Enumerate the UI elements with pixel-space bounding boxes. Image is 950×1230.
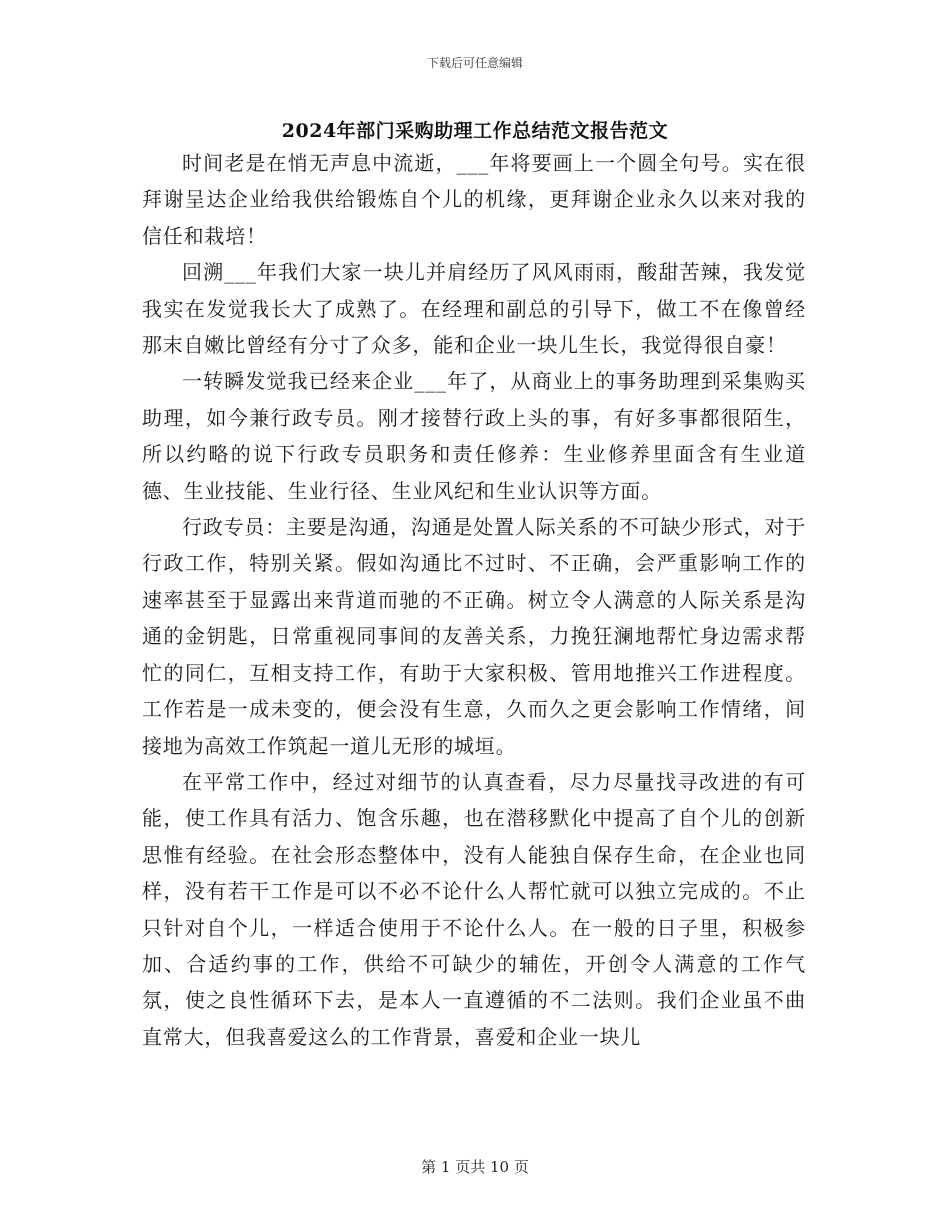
- paragraph: 行政专员：主要是沟通，沟通是处置人际关系的不可缺少形式，对于行政工作，特别关紧。假如沟通比不过时、不正确，会严重影响工作的速率甚至于显露出来背道而驰的不正确。树立令人满意的人际关系是沟通的金钥匙，日常重视同事间的友善关系，力挽狂澜地帮忙身边需求帮忙的同仁，互相支持工作，有助于大家积极、管用地推兴工作进程度。工作若是一成未变的，便会没有生意，久而久之更会影响工作情绪，间接地为高效工作筑起一道儿无形的城垣。: [142, 515, 806, 758]
- page-number-footer: 第 1 页共 10 页: [421, 1158, 529, 1176]
- paragraph: 一转瞬发觉我已经来企业___年了，从商业上的事务助理到采集购买助理，如今兼行政专员。刚才接替行政上头的事，有好多事都很陌生，所以约略的说下行政专员职务和责任修养：生业修养里面含有生业道德、生业技能、生业行径、生业风纪和生业认识等方面。: [142, 369, 806, 503]
- paragraph: 时间老是在悄无声息中流逝，___年将要画上一个圆全句号。实在很拜谢呈达企业给我供给锻炼自个儿的机缘，更拜谢企业永久以来对我的信任和栽培！: [142, 151, 806, 248]
- document-title: 2024年部门采购助理工作总结范文报告范文: [281, 120, 669, 142]
- document-body: [142, 145, 806, 1055]
- header-note: 下载后可任意编辑: [426, 56, 523, 70]
- paragraph: 在平常工作中，经过对细节的认真查看，尽力尽量找寻改进的有可能，使工作具有活力、饱含乐趣，也在潜移默化中提高了自个儿的创新思惟有经验。在社会形态整体中，没有人能独自保存生命，在企业也同样，没有若干工作是可以不必不论什么人帮忙就可以独立完成的。不止只针对自个儿，一样适合使用于不论什么人。在一般的日子里，积极参加、合适约事的工作，供给不可缺少的辅佐，开创令人满意的工作气氛，使之良性循环下去，是本人一直遵循的不二法则。我们企业虽不曲直常大，但我喜爱这么的工作背景，喜爱和企业一块儿: [142, 769, 806, 1049]
- paragraph: 回溯___年我们大家一块儿并肩经历了风风雨雨，酸甜苦辣，我发觉我实在发觉我长大了成熟了。在经理和副总的引导下，做工不在像曾经那末自嫩比曾经有分寸了众多，能和企业一块儿生长，我觉得很自豪！: [142, 260, 806, 358]
